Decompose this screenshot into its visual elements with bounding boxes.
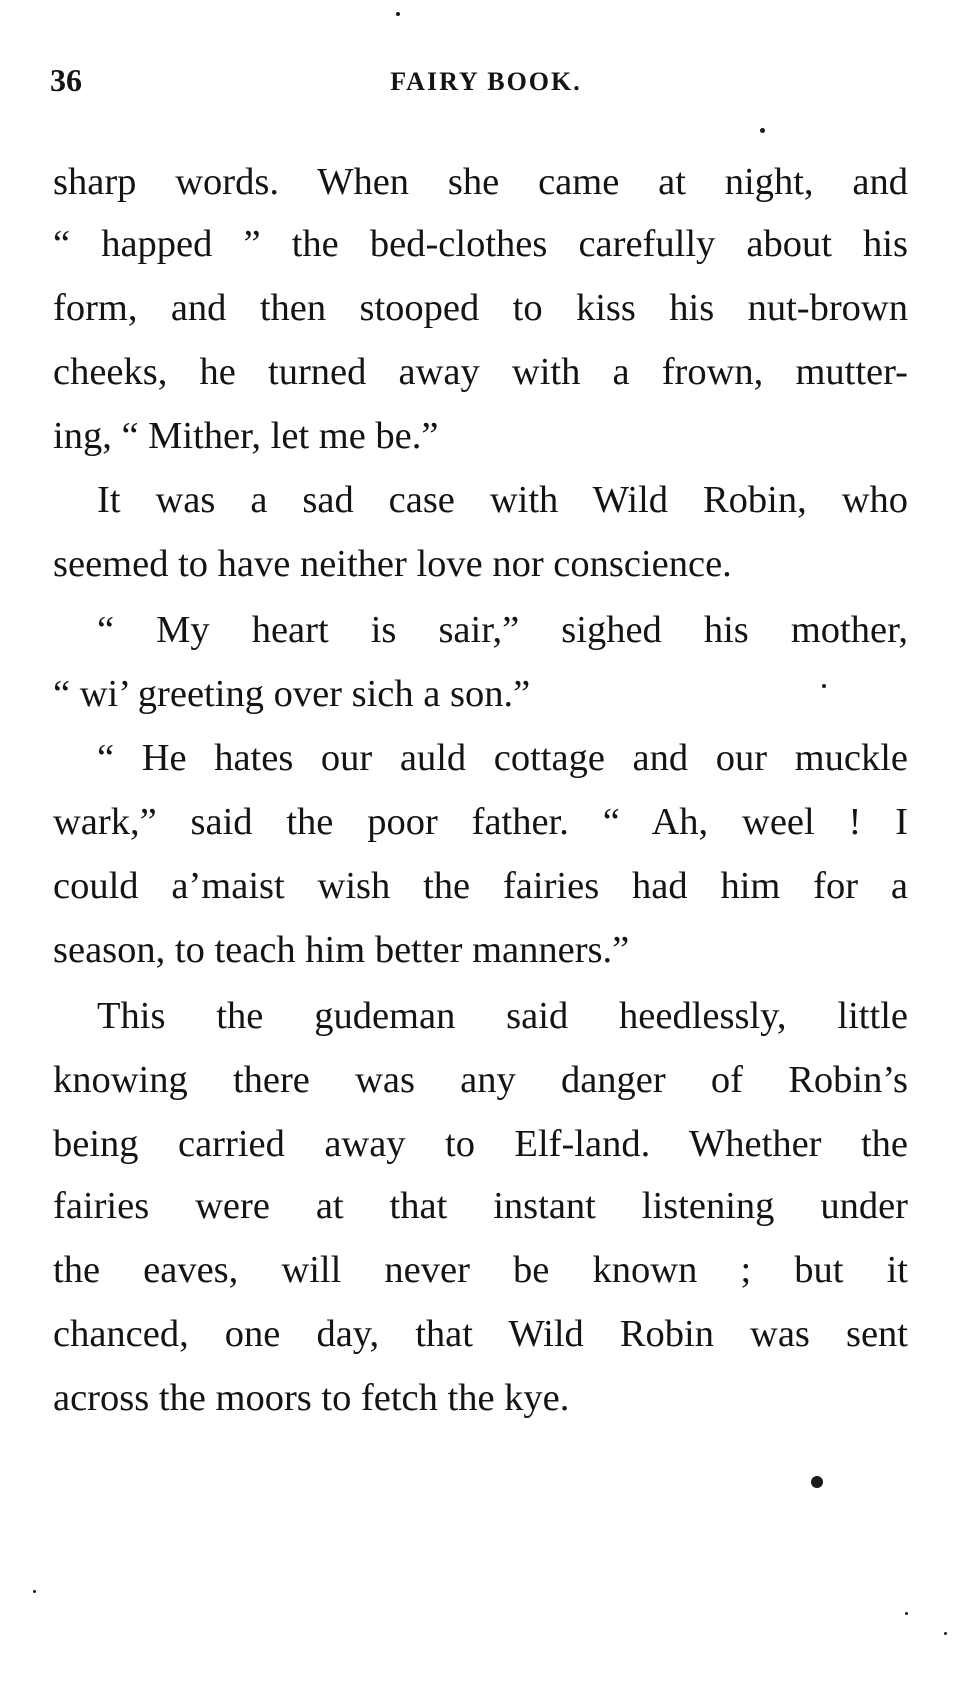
- print-speck: [822, 684, 826, 688]
- print-speck: [760, 128, 765, 133]
- text-line: “ My heart is sair,” sighed his mother,: [97, 609, 908, 651]
- text-line: This the gudeman said heedlessly, little: [97, 995, 908, 1037]
- text-line: “ happed ” the bed-clothes carefully about his: [53, 223, 908, 265]
- print-speck: [811, 1476, 823, 1488]
- text-line: cheeks, he turned away with a frown, mutter-: [53, 351, 908, 393]
- text-line: season, to teach him better manners.”: [53, 929, 630, 971]
- text-line: chanced, one day, that Wild Robin was sent: [53, 1313, 908, 1355]
- text-line: It was a sad case with Wild Robin, who: [97, 479, 908, 521]
- text-line: ing, “ Mither, let me be.”: [53, 415, 439, 457]
- text-line: fairies were at that instant listening under: [53, 1185, 908, 1227]
- print-speck: [33, 1590, 36, 1593]
- page-number: 36: [50, 62, 82, 98]
- print-speck: [396, 12, 400, 16]
- text-line: “ wi’ greeting over sich a son.”: [53, 673, 531, 715]
- text-line: being carried away to Elf-land. Whether the: [53, 1123, 908, 1165]
- running-head: FAIRY BOOK.: [390, 67, 582, 96]
- text-line: sharp words. When she came at night, and: [53, 161, 908, 203]
- print-speck: [905, 1612, 908, 1615]
- text-line: knowing there was any danger of Robin’s: [53, 1059, 908, 1101]
- text-line: could a’maist wish the fairies had him for a: [53, 865, 908, 907]
- text-line: the eaves, will never be known ; but it: [53, 1249, 908, 1291]
- text-line: wark,” said the poor father. “ Ah, weel ! I: [53, 801, 908, 843]
- text-line: seemed to have neither love nor conscience.: [53, 543, 732, 585]
- text-line: “ He hates our auld cottage and our muckle: [97, 737, 908, 779]
- text-line: form, and then stooped to kiss his nut-brown: [53, 287, 908, 329]
- text-line: across the moors to fetch the kye.: [53, 1377, 570, 1419]
- print-speck: [944, 1632, 947, 1635]
